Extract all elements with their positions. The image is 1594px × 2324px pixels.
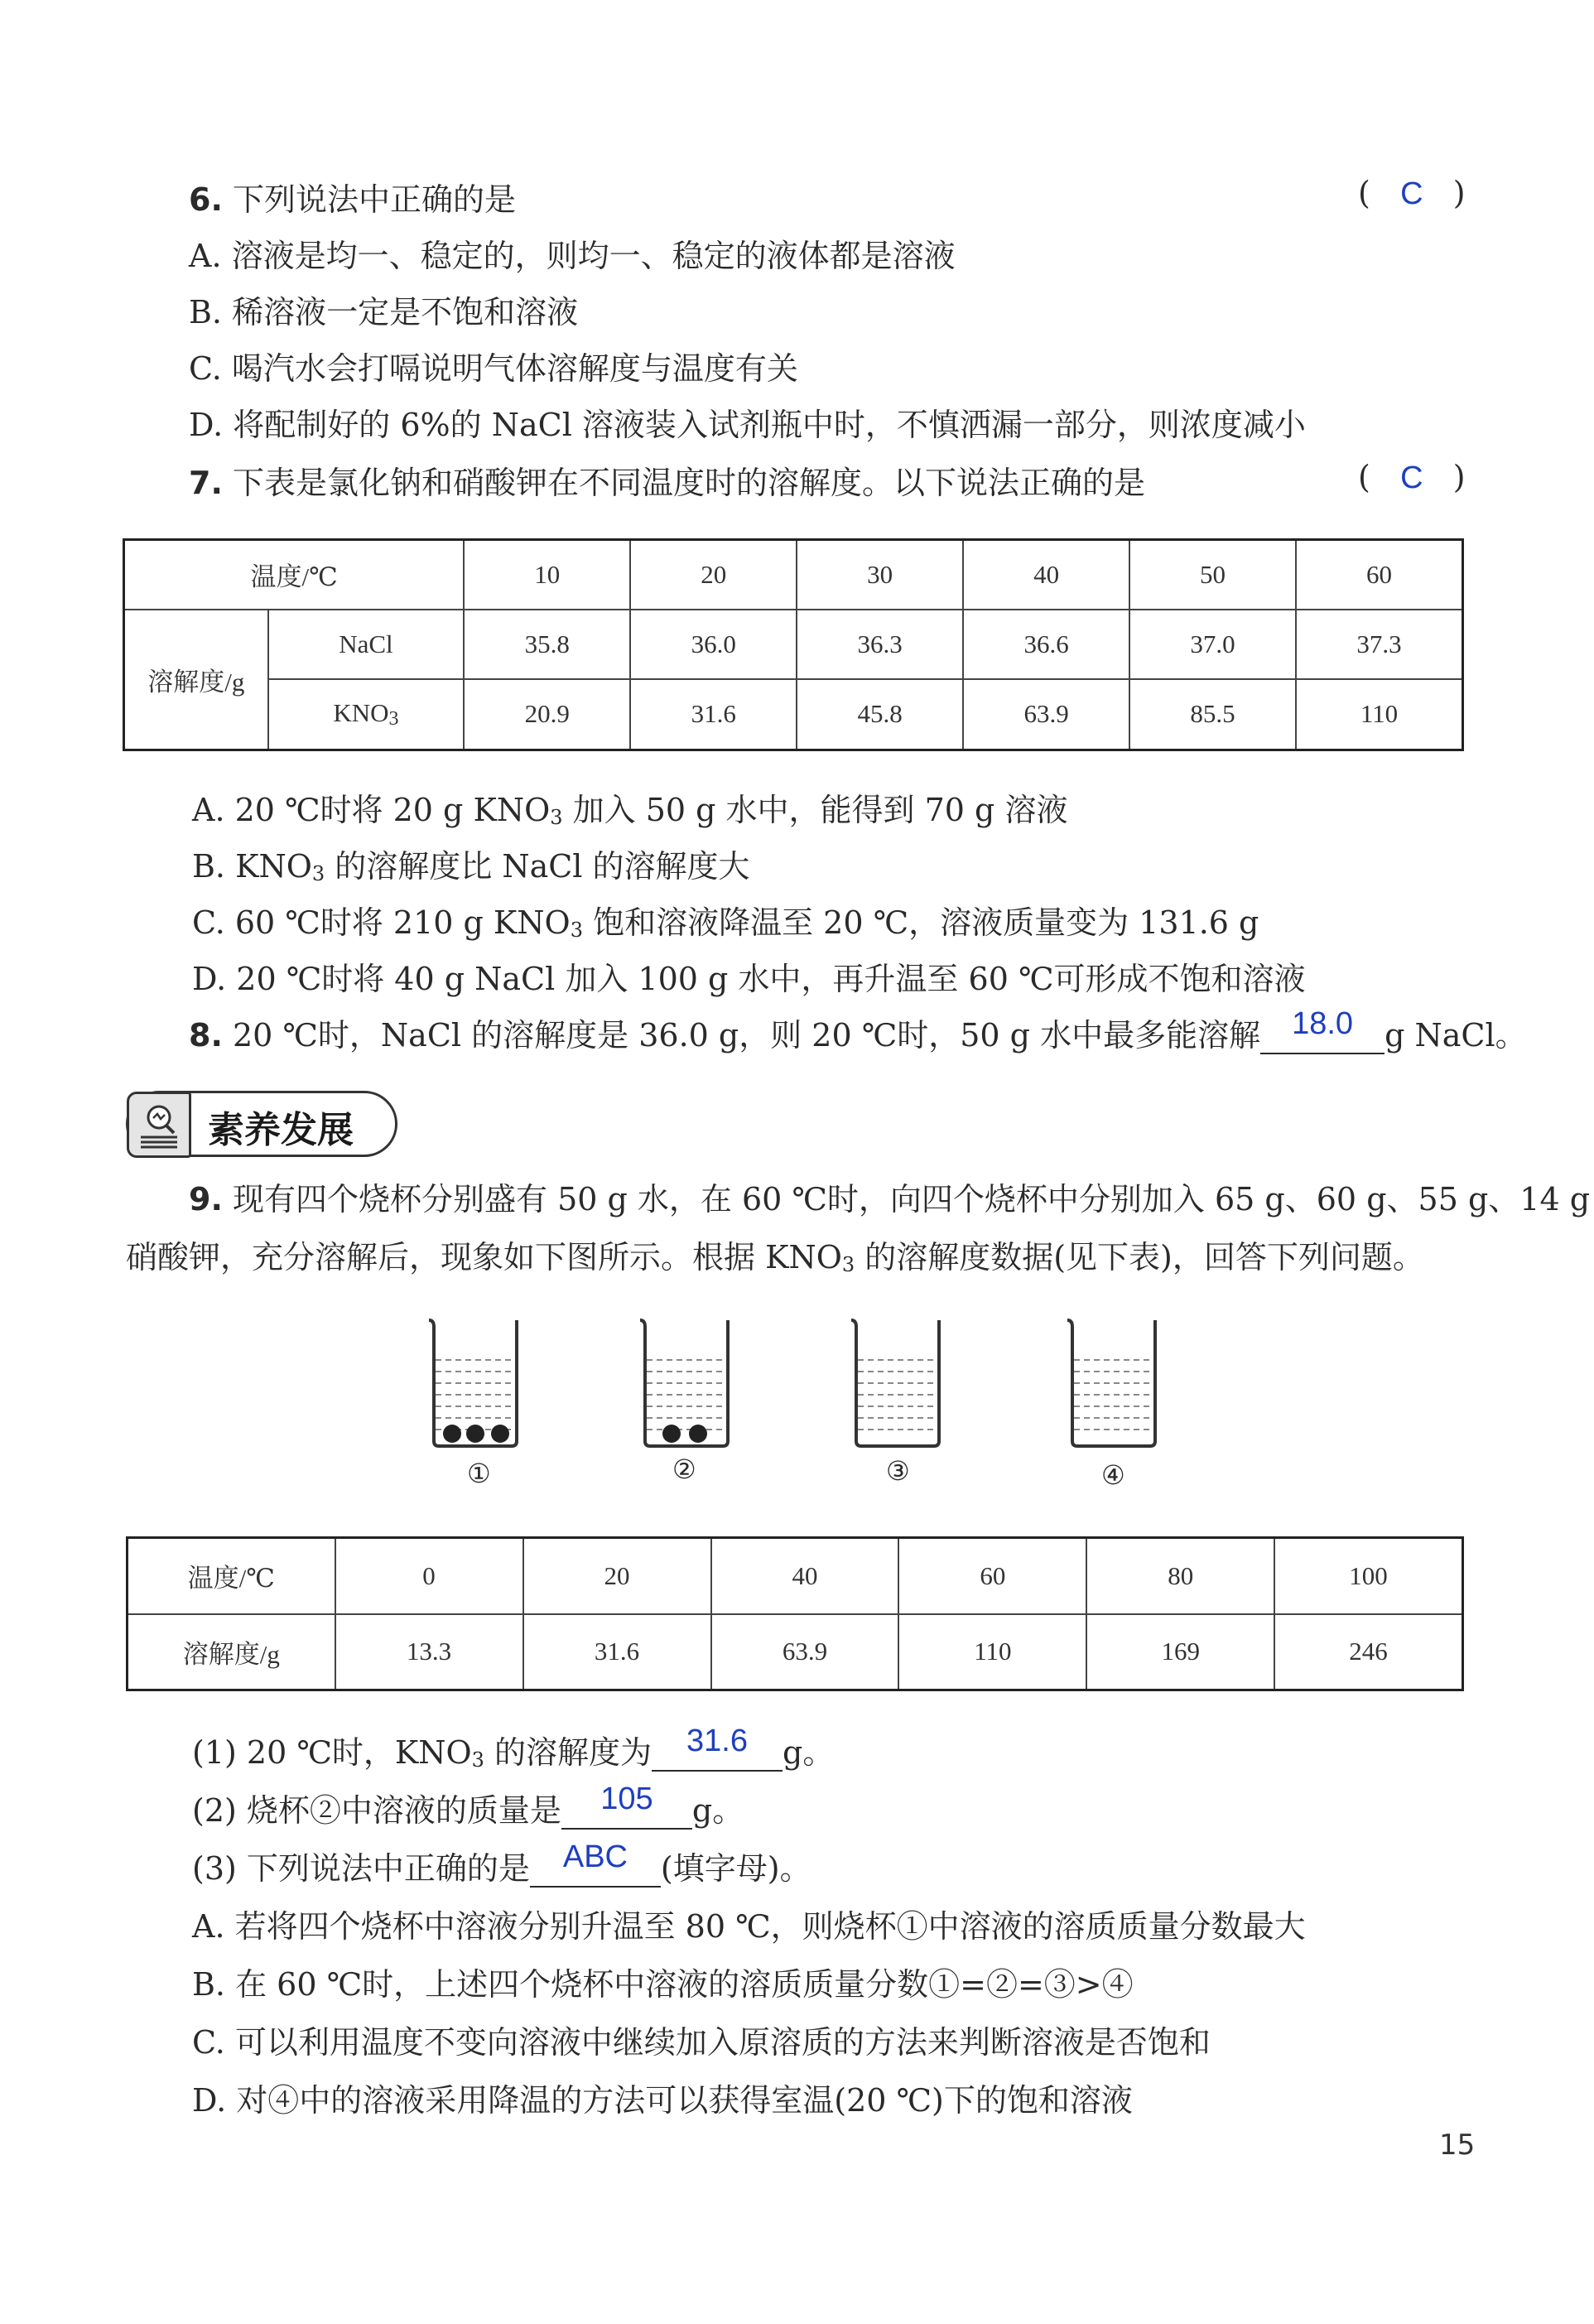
q8-answer: 18.0 xyxy=(1292,1006,1354,1041)
q9-sub3-answer: ABC xyxy=(562,1839,628,1874)
q9-value-cell: 63.9 xyxy=(711,1614,899,1690)
q7-nacl-label: NaCl xyxy=(268,610,465,679)
q9-temp-cell: 100 xyxy=(1274,1538,1462,1614)
q6-option-b: B. 稀溶液一定是不饱和溶液 xyxy=(189,294,579,330)
q9-sub3: (3) 下列说法中正确的是 ABC (填字母)。 xyxy=(192,1839,811,1887)
q9-temp-cell: 40 xyxy=(711,1538,899,1614)
q9-value-cell: 31.6 xyxy=(523,1614,711,1690)
q7-option-c: C. 60 ℃时将 210 g $KNO_3$ 饱和溶液降温至 20 ℃，溶液质量变为 131.6 g xyxy=(192,904,1259,942)
q6-option-c: C. 喝汽水会打嗝说明气体溶解度与温度有关 xyxy=(189,350,798,387)
q7-kno3-cell: 110 xyxy=(1296,679,1462,750)
q7-answer-paren: ( C ) xyxy=(1358,459,1466,495)
q7-option-d: D. 20 ℃时将 40 g NaCl 加入 100 g 水中，再升温至 60 ℃可形成不饱和溶液 xyxy=(192,961,1306,997)
q9-number: 9. xyxy=(189,1181,223,1217)
q6-number: 6. xyxy=(189,181,223,218)
q7-kno3-cell: 31.6 xyxy=(630,679,797,750)
q9-option-a: A. 若将四个烧杯中溶液分别升温至 80 ℃，则烧杯①中溶液的溶质质量分数最大 xyxy=(192,1908,1306,1945)
q7-stem xyxy=(189,464,1145,502)
q8-stem: 8. 20 ℃时，NaCl 的溶解度是 36.0 g，则 20 ℃时，50 g 水中最多能溶解 18.0 g NaCl。 xyxy=(189,1006,1527,1054)
q9-temp-cell: 60 xyxy=(898,1538,1086,1614)
q7-temp-header: 温度/℃ xyxy=(124,540,465,610)
q9-temp-cell: 0 xyxy=(335,1538,523,1614)
q7-temp-cell: 60 xyxy=(1296,540,1462,610)
q9-option-c: C. 可以利用温度不变向溶液中继续加入原溶质的方法来判断溶液是否饱和 xyxy=(192,2024,1211,2061)
q9-sub1-blank xyxy=(652,1724,783,1772)
beaker-2-icon xyxy=(635,1317,738,1449)
q9-temp-header: 温度/℃ xyxy=(128,1538,335,1614)
beaker-label: ② xyxy=(672,1454,696,1485)
beaker-label: ① xyxy=(467,1458,491,1489)
q7-nacl-cell: 37.3 xyxy=(1296,610,1462,679)
q9-value-cell: 169 xyxy=(1086,1614,1274,1690)
q7-temp-cell: 30 xyxy=(797,540,963,610)
page-number: 15 xyxy=(1439,2129,1476,2162)
q7-kno3-cell: 63.9 xyxy=(963,679,1129,750)
q6-option-a: A. 溶液是均一、稳定的，则均一、稳定的液体都是溶液 xyxy=(189,238,956,274)
q7-nacl-cell: 37.0 xyxy=(1129,610,1296,679)
q7-option-a: A. 20 ℃时将 20 g $KNO_3$ 加入 50 g 水中，能得到 70 g 溶液 xyxy=(192,792,1068,829)
q6-stem xyxy=(189,181,516,219)
beaker-label: ④ xyxy=(1101,1459,1125,1491)
q7-nacl-cell: 36.0 xyxy=(630,610,797,679)
q7-answer: C xyxy=(1400,460,1423,495)
q7-kno3-cell: 20.9 xyxy=(464,679,630,750)
section-badge xyxy=(126,1091,397,1157)
q9-sub3-blank xyxy=(530,1839,661,1888)
q6-option-d: D. 将配制好的 6%的 NaCl 溶液装入试剂瓶中时，不慎洒漏一部分，则浓度减小 xyxy=(189,407,1306,443)
q7-nacl-cell: 36.6 xyxy=(963,610,1129,679)
q7-option-b: B. $KNO_3$ 的溶解度比 NaCl 的溶解度大 xyxy=(192,848,750,885)
q7-kno3-cell: 85.5 xyxy=(1129,679,1296,750)
q8-answer-blank xyxy=(1260,1006,1385,1054)
q9-sub1-answer: 31.6 xyxy=(686,1724,748,1758)
q9-temp-row xyxy=(128,1538,1463,1614)
beaker-label: ③ xyxy=(886,1455,910,1487)
q6-stem-text: 下列说法中正确的是 xyxy=(232,181,516,218)
q9-temp-cell: 80 xyxy=(1086,1538,1274,1614)
q7-nacl-cell: 35.8 xyxy=(464,610,630,679)
q9-solubility-label: 溶解度/g xyxy=(128,1614,335,1690)
q7-temp-cell: 10 xyxy=(464,540,630,610)
q7-kno3-label: $KNO_3$ xyxy=(268,679,465,750)
q9-value-row xyxy=(128,1614,1463,1690)
magnifier-book-icon xyxy=(127,1092,191,1158)
q7-number: 7. xyxy=(189,465,223,501)
q6-answer: C xyxy=(1400,176,1423,211)
q9-stem-line2: 硝酸钾，充分溶解后，现象如下图所示。根据 $KNO_3$ 的溶解度数据(见下表)，回答下列问题。 xyxy=(126,1239,1424,1276)
q9-sub1: (1) 20 ℃时，$KNO_3$ 的溶解度为 31.6 g。 xyxy=(192,1724,835,1772)
q7-solubility-table xyxy=(123,538,1464,751)
q9-value-cell: 246 xyxy=(1274,1614,1462,1690)
q7-nacl-cell: 36.3 xyxy=(797,610,963,679)
q7-temp-cell: 20 xyxy=(630,540,797,610)
q7-temp-cell: 50 xyxy=(1129,540,1296,610)
q8-number: 8. xyxy=(189,1017,223,1054)
q9-sub2-answer: 105 xyxy=(600,1782,653,1816)
q9-value-cell: 110 xyxy=(898,1614,1086,1690)
beaker-1-icon xyxy=(424,1317,527,1449)
q6-answer-paren: ( C ) xyxy=(1358,175,1466,211)
q7-solubility-label: 溶解度/g xyxy=(124,610,268,750)
q7-stem-text: 下表是氯化钠和硝酸钾在不同温度时的溶解度。以下说法正确的是 xyxy=(232,465,1145,501)
q9-option-b: B. 在 60 ℃时，上述四个烧杯中溶液的溶质质量分数①=②=③>④ xyxy=(192,1966,1134,2003)
q9-kno3-table xyxy=(126,1536,1464,1691)
q7-nacl-row xyxy=(124,610,1463,679)
q9-sub2: (2) 烧杯②中溶液的质量是 105 g。 xyxy=(192,1782,744,1829)
q7-temp-row xyxy=(124,540,1463,610)
q9-temp-cell: 20 xyxy=(523,1538,711,1614)
q9-sub2-blank xyxy=(561,1782,692,1830)
q7-temp-cell: 40 xyxy=(963,540,1129,610)
q7-kno3-row xyxy=(124,679,1463,750)
q9-value-cell: 13.3 xyxy=(335,1614,523,1690)
q7-kno3-cell: 45.8 xyxy=(797,679,963,750)
section-title: 素养发展 xyxy=(208,1109,354,1151)
q9-option-d: D. 对④中的溶液采用降温的方法可以获得室温(20 ℃)下的饱和溶液 xyxy=(192,2082,1133,2119)
beaker-3-icon xyxy=(846,1317,949,1449)
beaker-4-icon xyxy=(1062,1317,1165,1449)
q9-stem-line1: 9. 现有四个烧杯分别盛有 50 g 水，在 60 ℃时，向四个烧杯中分别加入 65 g、60 g、55 g、14 g xyxy=(189,1181,1591,1217)
